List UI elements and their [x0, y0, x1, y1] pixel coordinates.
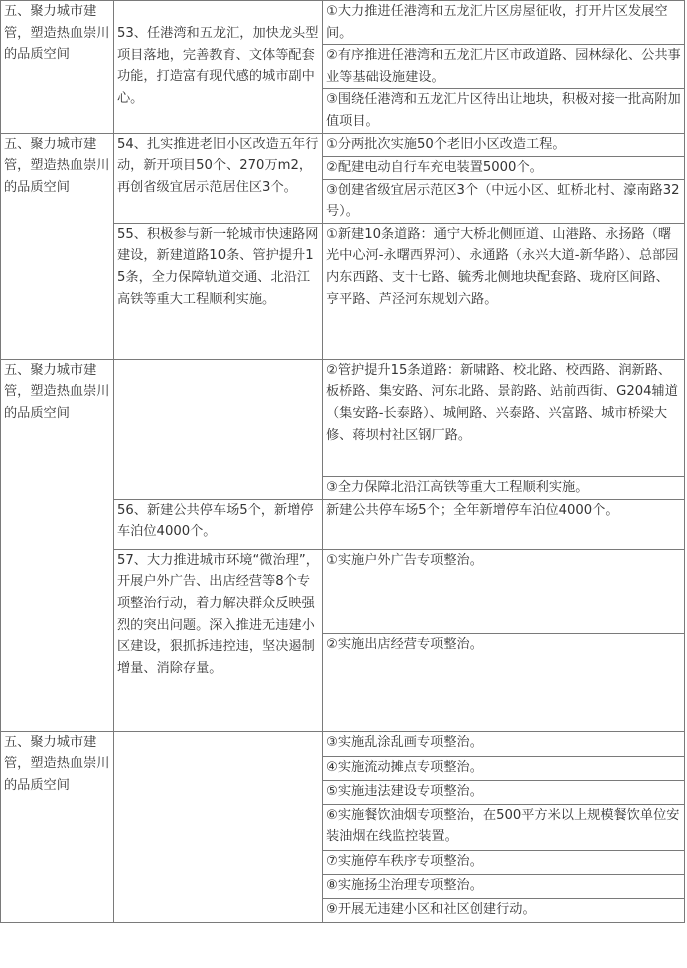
measure-text: ②实施出店经营专项整治。 [326, 636, 483, 652]
measure-text: ④实施流动摊点专项整治。 [326, 759, 483, 775]
category-cell [1, 359, 114, 731]
measure-text: ⑥实施餐饮油烟专项整治，在500平方米以上规模餐饮单位安装油烟在线监控装置。 [326, 807, 680, 845]
measure-text: ③实施乱涂乱画专项整治。 [326, 734, 483, 750]
table-row [1, 133, 685, 156]
measure-cell [323, 756, 685, 780]
measure-cell [323, 731, 685, 756]
item-cell [114, 499, 323, 549]
measure-cell [323, 89, 685, 133]
item-cell [114, 1, 323, 134]
measure-cell [323, 179, 685, 223]
item-cell [114, 223, 323, 359]
measure-cell [323, 45, 685, 89]
measure-text: ⑨开展无违建小区和社区创建行动。 [326, 901, 536, 917]
item-cell [114, 549, 323, 731]
measure-cell [323, 874, 685, 898]
measure-cell [323, 133, 685, 156]
item-text-53: 53、任港湾和五龙汇，加快龙头型项目落地，完善教育、文体等配套功能，打造富有现代感的城市副中心。 [117, 26, 319, 106]
measure-cell [323, 359, 685, 476]
measure-text: ③创建省级宜居示范区3个（中远小区、虹桥北村、濠南路32号）。 [326, 182, 680, 220]
measure-cell [323, 850, 685, 874]
measure-cell [323, 549, 685, 633]
measure-cell [323, 156, 685, 179]
item-text-55: 55、积极参与新一轮城市快速路网建设，新建道路10条、管护提升15条，全力保障轨道交通、北沿江高铁等重大工程顺利实施。 [117, 226, 319, 307]
measure-cell [323, 898, 685, 922]
category-label: 五、聚力城市建管，塑造热血崇川的品质空间 [4, 4, 110, 63]
measure-cell [323, 476, 685, 499]
category-label: 五、聚力城市建管，塑造热血崇川的品质空间 [4, 734, 110, 793]
table-row [1, 731, 685, 756]
measure-text: ③围绕任港湾和五龙汇片区待出让地块，积极对接一批高附加值项目。 [326, 92, 681, 129]
table-row [1, 1, 685, 45]
measure-text: ⑤实施违法建设专项整治。 [326, 783, 483, 799]
measure-text: ②管护提升15条道路：新啸路、校北路、校西路、润新路、板桥路、集安路、河东北路、景韵路、站前西街、G204辅道（集安路-长泰路）、城闸路、兴泰路、兴富路、城市桥梁大修、蒋坝村社区钢厂路。 [326, 362, 678, 443]
measure-cell [323, 633, 685, 731]
measure-cell [323, 499, 685, 549]
measure-text: ⑦实施停车秩序专项整治。 [326, 853, 483, 869]
item-cell-empty [114, 731, 323, 922]
measure-text: ①新建10条道路：通宁大桥北侧匝道、山港路、永扬路（曙光中心河-永曙西界河）、永通路（永兴大道-新华路）、总部园内东西路、支十七路、毓秀北侧地块配套路、珑府区间路、亨平路、芦泾河东规划六路。 [326, 226, 679, 307]
category-label: 五、聚力城市建管，塑造热血崇川的品质空间 [4, 362, 110, 421]
category-label: 五、聚力城市建管，塑造热血崇川的品质空间 [4, 136, 110, 195]
measure-text: ②配建电动自行车充电装置5000个。 [326, 159, 543, 175]
measure-text: ①分两批次实施50个老旧小区改造工程。 [326, 136, 566, 152]
item-cell [114, 133, 323, 223]
measure-text: ①大力推进任港湾和五龙汇片区房屋征收，打开片区发展空间。 [326, 4, 668, 41]
measure-cell [323, 780, 685, 804]
item-cell-empty [114, 359, 323, 499]
measure-text: ③全力保障北沿江高铁等重大工程顺利实施。 [326, 479, 589, 495]
category-cell [1, 1, 114, 134]
item-text-57: 57、大力推进城市环境“微治理”，开展户外广告、出店经营等8个专项整治行动，着力解决群众反映强烈的突出问题。深入推进无违建小区建设，狠抓拆违控违，坚决遏制增量、消除存量。 [117, 552, 319, 676]
measure-cell [323, 223, 685, 359]
item-text-54: 54、扎实推进老旧小区改造五年行动，新开项目50个、270万m2，再创省级宜居示范居住区3个。 [117, 136, 319, 195]
table-row [1, 359, 685, 476]
measure-cell [323, 1, 685, 45]
measure-text: ①实施户外广告专项整治。 [326, 552, 483, 568]
category-cell [1, 731, 114, 922]
measure-cell [323, 804, 685, 850]
measure-text: 新建公共停车场5个；全年新增停车泊位4000个。 [326, 502, 619, 518]
measure-text: ⑧实施扬尘治理专项整治。 [326, 877, 483, 893]
measure-text: ②有序推进任港湾和五龙汇片区市政道路、园林绿化、公共事业等基础设施建设。 [326, 48, 681, 85]
category-cell [1, 133, 114, 359]
item-text-56: 56、新建公共停车场5个，新增停车泊位4000个。 [117, 502, 314, 540]
